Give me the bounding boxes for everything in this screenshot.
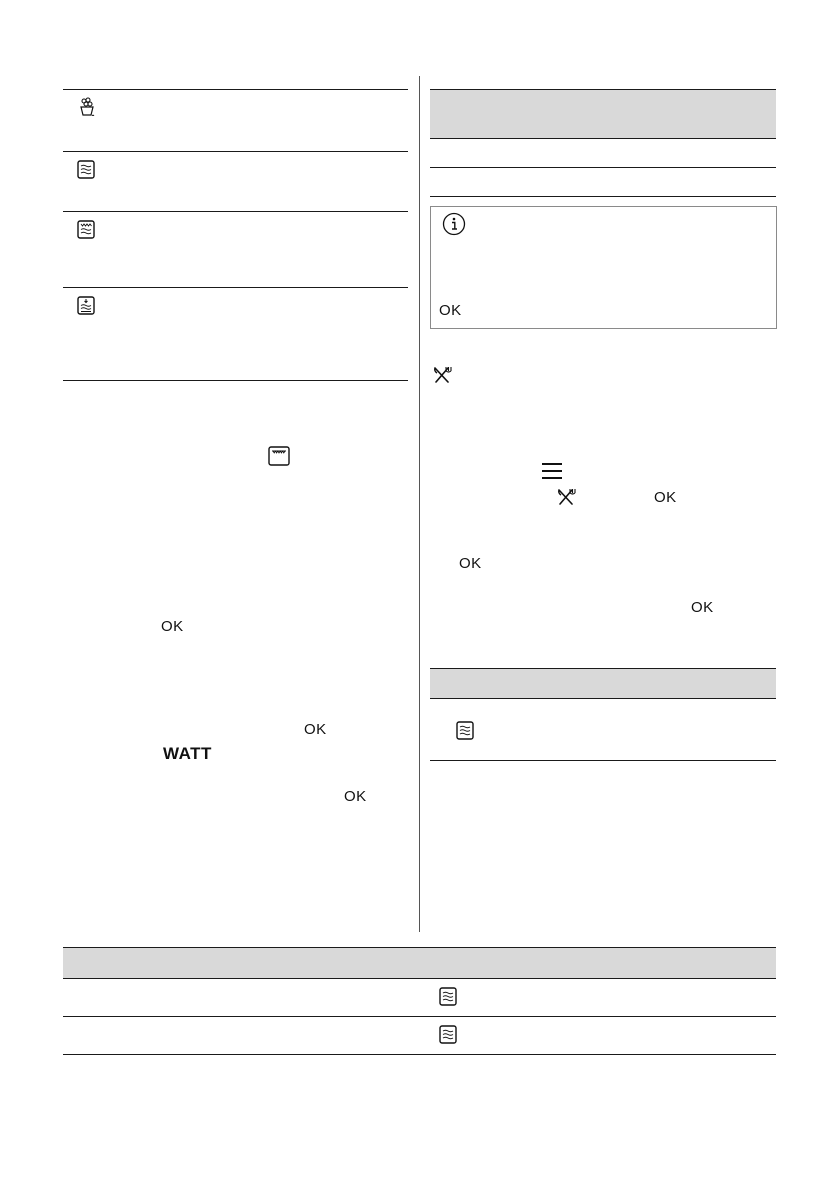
right-table-rule (430, 138, 776, 139)
bottom-table-rule (63, 978, 776, 979)
right-table-header (430, 90, 776, 138)
table-row-rule (63, 151, 408, 152)
menu-icon (541, 462, 563, 480)
ok-button-label: OK (439, 302, 462, 319)
bottom-table-rule (63, 1016, 776, 1017)
microwave-grill-icon (77, 220, 95, 239)
ok-button-label: OK (304, 721, 327, 738)
defrost-icon (78, 96, 96, 118)
watt-label: WATT (163, 744, 212, 763)
table-row-rule (63, 287, 408, 288)
microwave-icon (439, 1025, 457, 1044)
ok-button-label: OK (161, 618, 184, 635)
right-small-table-header (430, 669, 776, 698)
cutlery-icon (432, 365, 452, 385)
microwave-icon (77, 160, 95, 179)
ok-button-label: OK (459, 555, 482, 572)
bottom-table-bottom-rule (63, 1054, 776, 1055)
microwave-icon (439, 987, 457, 1006)
cutlery-icon (556, 487, 576, 507)
ok-button-label: OK (344, 788, 367, 805)
right-table-rule (430, 196, 776, 197)
right-small-table-bottom-rule (430, 760, 776, 761)
info-icon (442, 212, 466, 236)
oven-light-icon (268, 446, 290, 466)
column-divider (419, 76, 420, 932)
right-table-rule (430, 167, 776, 168)
info-note-box (430, 206, 777, 329)
table-row-rule (63, 211, 408, 212)
microwave-icon (456, 721, 474, 740)
right-small-table-rule (430, 698, 776, 699)
bottom-table-header (63, 948, 776, 978)
ok-button-label: OK (654, 489, 677, 506)
table-top-rule (63, 89, 408, 90)
microwave-bottom-heat-icon (77, 296, 95, 315)
table-bottom-rule (63, 380, 408, 381)
ok-button-label: OK (691, 599, 714, 616)
